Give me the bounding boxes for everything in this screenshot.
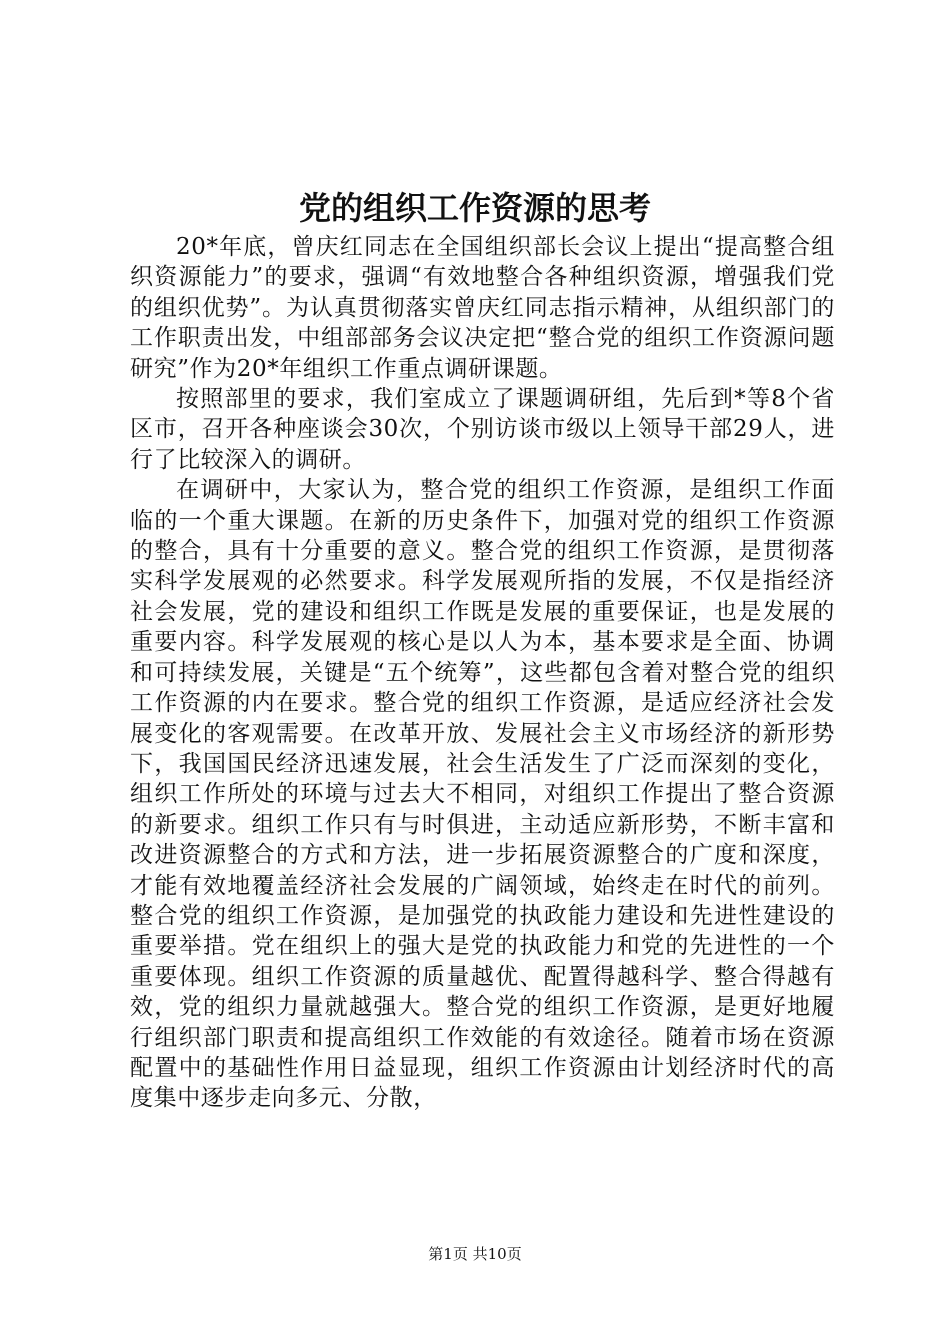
- document-body: [130, 232, 835, 1114]
- document-title: 党的组织工作资源的思考: [298, 189, 651, 227]
- paragraph-3: 在调研中，大家认为，整合党的组织工作资源，是组织工作面临的一个重大课题。在新的历史条件下，加强对党的组织工作资源的整合，具有十分重要的意义。整合党的组织工作资源，是贯彻落实科学发展观的必然要求。科学发展观所指的发展，不仅是指经济社会发展，党的建设和组织工作既是发展的重要保证，也是发展的重要内容。科学发展观的核心是以人为本，基本要求是全面、协调和可持续发展，关键是“五个统筹”，这些都包含着对整合党的组织工作资源的内在要求。整合党的组织工作资源，是适应经济社会发展变化的客观需要。在改革开放、发展社会主义市场经济的新形势下，我国国民经济迅速发展，社会生活发生了广泛而深刻的变化，组织工作所处的环境与过去大不相同，对组织工作提出了整合资源的新要求。组织工作只有与时俱进，主动适应新形势，不断丰富和改进资源整合的方式和方法，进一步拓展资源整合的广度和深度，才能有效地覆盖经济社会发展的广阔领域，始终走在时代的前列。整合党的组织工作资源，是加强党的执政能力建设和先进性建设的重要举措。党在组织上的强大是党的执政能力和党的先进性的一个重要体现。组织工作资源的质量越优、配置得越科学、整合得越有效，党的组织力量就越强大。整合党的组织工作资源，是更好地履行组织部门职责和提高组织工作效能的有效途径。随着市场在资源配置中的基础性作用日益显现，组织工作资源由计划经济时代的高度集中逐步走向多元、分散，: [130, 477, 835, 1112]
- paragraph-1: 20*年底，曾庆红同志在全国组织部长会议上提出“提高整合组织资源能力”的要求，强调“有效地整合各种组织资源，增强我们党的组织优势”。为认真贯彻落实曾庆红同志指示精神，从组织部门的工作职责出发，中组部部务会议决定把“整合党的组织工作资源问题研究”作为20*年组织工作重点调研课题。: [130, 234, 835, 382]
- page-footer: 第1页 共10页: [428, 1245, 522, 1263]
- paragraph-2: 按照部里的要求，我们室成立了课题调研组，先后到*等8个省区市，召开各种座谈会30次，个别访谈市级以上领导干部29人，进行了比较深入的调研。: [130, 386, 835, 473]
